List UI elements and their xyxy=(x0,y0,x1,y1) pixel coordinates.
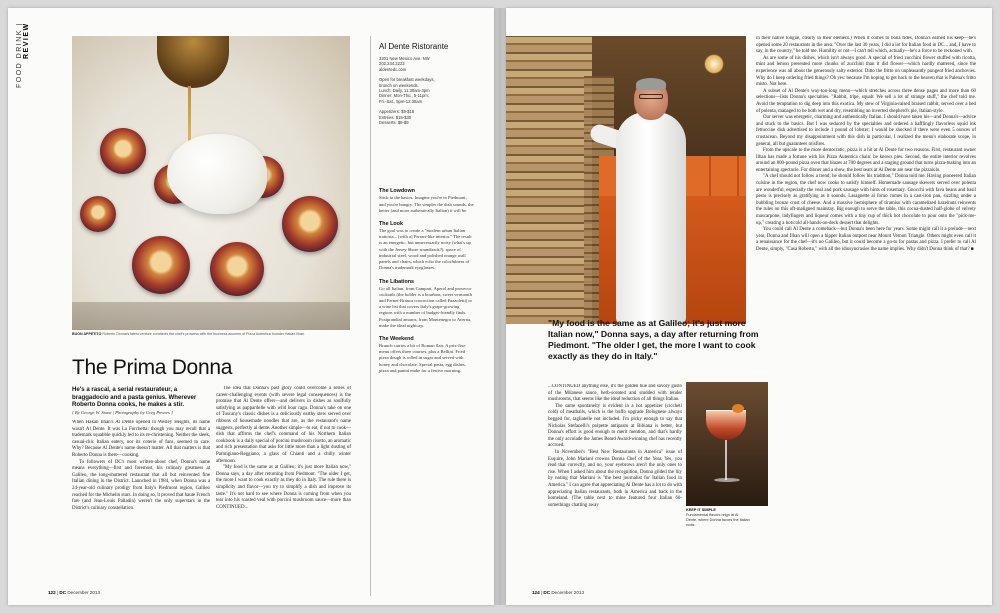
body-paragraph: As are some of his dishes, which isn't always good. A special of fried zucchini flower stuffed with ricotta, mint and lemon presented more chunks of zucchini than it did flower—which hardly mattered, since the experience was all about the generously salty exterior. Ditto the fritto on unpleasantly pungent fried anchovies. Why do I keep ordering fried things? Oh yes: because I'm hoping to get back to the heaven that is Palena's fritto misto. Not here. xyxy=(756,55,976,88)
section-tab xyxy=(16,22,30,122)
photo-caption xyxy=(72,332,350,336)
section-tab-label: REVIEW xyxy=(23,22,30,59)
hours-line: Open for breakfast weekdays, xyxy=(379,77,435,83)
hours-line: Fri.-Sat., 5pm-12:30am xyxy=(379,98,423,104)
body-paragraph: Our server was energetic, charming and authentically Italian. I should have taken his—and Donna's—advice and stuck to the basics. But I was seduced by the specialties and ordered a bafflingly flavorless squid ink fettuccine dish advertised to include 1 pound of lobster; I would be shocked if there were even 5 ounces of crustacean. Beyond my disappointment with this dish in particular, I realized the menu's elaborate scope, in general, all but guarantees misfires. xyxy=(756,115,976,147)
honey-drip xyxy=(188,86,191,144)
spine-gutter xyxy=(494,8,506,605)
body-paragraph: When Hakan Ilhan's Al Dente opened in Wesley Heights, its name wasn't Al Dente. It was La Forchetta: though you may recall that a trademark squabble quickly led to its re-christening. Neither the sleek, casual-chic Italian eatery, nor its coterie of fans, seemed to care. Why? Because Al Dente's name doesn't matter. All that matters is that Roberto Donna is there—cooking. xyxy=(72,420,210,458)
burrata-cheese xyxy=(167,134,267,214)
pendant-lamp xyxy=(704,54,724,74)
glass-foot xyxy=(714,478,740,482)
chef-portrait-photo xyxy=(506,36,746,324)
honey-jug xyxy=(157,36,229,88)
hours-line: Lunch: Daily, 11:30am-3pm xyxy=(379,88,430,94)
cocktail-glass xyxy=(706,410,746,440)
section-tab-prefix: FOOD DRINK | xyxy=(16,22,23,88)
body-column-b xyxy=(216,386,351,596)
body-paragraph: From the upscale to the more democratic, pizza is a hit at Al Dente for two reasons. First, restaurant owner Ilhan has made a fortune with his Pizza Autentica chain: he knows pies. Second, the entire interior revolves around an 800-pound pizza oven that blazes at 700 degrees and a staging ground that turns pizza-making into an entertaining spectacle. For dinner and a show, the best seats at Al Dente are near the pizzaiolo. xyxy=(756,148,976,173)
body-paragraph: The same spontaneity is evident in a hot appetizer (ciccheti cold) of meatballs, which is the boffo upgrade Bolognese always begged for, tagliatelle not included. I'm picky enough to say that Nicholas Stefanelli's polpette antipasto at Bibiana is better, but Donna's effort is good enough to merit mention, and that's hardly the only accolade the James Beard Award-winning chef has recently accrued. xyxy=(548,403,682,449)
chef-whites xyxy=(616,112,686,324)
glass-stem xyxy=(725,440,727,480)
magazine-name: DC xyxy=(59,590,67,595)
magazine-name: DC xyxy=(543,590,551,595)
website-line: aldentedc.com xyxy=(379,66,407,72)
body-paragraph: "My food is the same as at Galileo; it's just more Italian now," Donna says, a day after returning from Piedmont. "The older I get, the more I want to cook exactly as they do in Italy. The rule there is simplicity and flavor—you try to simplify a dish and improve its taste." It's not hard to see where Donna is coming from when you tear into his roasted veal with porcini mushroom sauce—more than CONTINUED... xyxy=(216,465,351,510)
table-surface xyxy=(72,302,350,330)
page-folio: 124 | DC December 2013 xyxy=(532,590,585,595)
sidebar-heading: The Look xyxy=(379,221,403,228)
caption-lead: BUON APPETITO xyxy=(72,332,102,336)
sidebar-heading: The Lowdown xyxy=(379,188,415,195)
byline: [ By George W. Stone | Photography by Greg Powers ] xyxy=(72,410,173,415)
price-line: Entrées: $15-$30 xyxy=(379,114,412,120)
phone-line: 202.244.2223 xyxy=(379,61,405,67)
right-page xyxy=(506,8,992,605)
fig xyxy=(132,236,190,294)
article-deck: He's a rascal, a serial restaurateur, a braggadocio and a pasta genius. Wherever Roberto Donna cooks, he makes a stir. xyxy=(72,386,197,409)
price-line: Appetizers: $9-$18 xyxy=(379,109,415,115)
sidebar-text: Stick to the basics. Imagine you're in Piedmont, and you're hungry. The simpler the dish sounds, the better (and more authentically Italian) it will be. xyxy=(379,195,474,213)
page-folio: 122 | DC December 2013 xyxy=(48,590,101,595)
hours-line: Dinner: Mon-Thu., 5-11pm; xyxy=(379,93,429,99)
chef-hair xyxy=(636,78,666,90)
price-line: Desserts: $8-$9 xyxy=(379,120,409,126)
address-line: 3201 New Mexico Ave. NW xyxy=(379,56,430,61)
hours-line: brunch on weekends. xyxy=(379,82,419,88)
body-paragraph: The idea that Donna's past glory could overcome a series of career-challenging events (with severe legal consequences) is the promise that Al Dente offers—and delivers in dishes as soulfully satisfying as pappardelle with wild boar ragu. Donna's take on one of Tuscany's classic dishes is a deliciously earthy stew served over ribbons of housemade noodles that are, as the restaurant's name suggests, perfectly al dente. Another simple—to eat, if not to cook—dish that affirms the chef's command of his Northern Italian cookbook is a daily special of porcini mushroom risotto, an aromatic and rich presentation that asks for little more than a light dusting of Parmigiano-Reggiano, a glass of Chianti and a chilly winter afternoon. xyxy=(216,386,351,464)
issue-date: December 2013 xyxy=(67,590,101,595)
body-paragraph: in their native tongue, clearly in their element.) When it comes to bona fides, Donna's earned his keep—he's opened some 20 restaurants in the area. "Over the last 30 years, I did a lot for Italian food in DC... and, I have to say, in the country," he told me. Humility or not—I can't tell which, actually—he's a force to be reckoned with. xyxy=(756,36,976,55)
body-column-d xyxy=(756,36,976,596)
page-number: 124 xyxy=(532,590,540,595)
body-paragraph: You could call Al Dente a comeback—but Donna's been here for years. Some might call it a prelude—next year, Donna and Ilhan will open a hipper Italian outpost near Mount Vernon Triangle. Others might even call it a renaissance for the chef—it's no Galileo, but it could become a go-to for pastas and pizza. I prefer to call Al Dente, simply, "Casa Roberto," with all the idiosyncrasies the name implies. Why didn't Donna think of that? ■ xyxy=(756,227,976,252)
restaurant-name: Al Dente Ristorante xyxy=(379,42,449,51)
cocktail-caption-lead: KEEP IT SIMPLE xyxy=(686,508,716,512)
issue-date: December 2013 xyxy=(551,590,585,595)
hero-photo-burrata-figs xyxy=(72,36,350,330)
left-page xyxy=(8,8,494,605)
firewood-stack xyxy=(506,36,592,324)
body-paragraph: "A chef should not follow a trend; he should follow his tradition," Donna told me. Having pioneered Italian cuisine in the region, the chef now cooks to satisfy himself. Homemade sausage skewers served over polenta are wonderful, especially the veal and pork sausage with hints of rosemary. Gnocchi with fava beans and basil pesto is precisely as gratifying as it sounds. Lasagnette al forno comes in a cast-iron pan, sizzling under a bubbling bronze crust of cheese. And a massive hemisphere of tiramisu with caramelized hazelnuts reinvents the rules on this oft-maligned mainstay. Big enough to serve the table, this cocoa-dusted half-globe of velvety mascarpone, ladyfingers and liqueur comes with a tiny cup of thick hot chocolate to pour onto the "pick-me-up," creating a hot/cold all-hands-on-deck dessert that delights. xyxy=(756,174,976,226)
body-column-a xyxy=(72,420,210,596)
body-column-c xyxy=(548,384,682,596)
pull-quote: "My food is the same as at Galileo; it's just more Italian now," Donna says, a day after returning from Piedmont. "The older I get, the more I want to cook exactly as they do in Italy." xyxy=(548,318,759,361)
fig xyxy=(100,128,146,174)
cocktail-caption-text: Fundamental flavors reign at Al Dente, where Donna favors the Italian roots. xyxy=(686,513,750,527)
sidebar-text: The goal was to create a "modern urban Italian trattoria... [with a] Ferrari-like interior." The result is an energetic, but unnecessarily noisy (what's up with the Jersey Shore soundtrack?), space of industrial steel, wood and polished orange wall panels and chairs, which echo the colorfulness of Donna's trademark eyeglasses. xyxy=(379,228,472,271)
sidebar-text: Brunch carries a bit of Roman flair. A prix-fixe menu offers three courses, plus a Bellini. Fried pizza dough is rolled in sugar and served with honey and chocolate. Special pasta, egg dishes, pizza and panini make for a festive morning. xyxy=(379,342,466,373)
article-headline: The Prima Donna xyxy=(72,356,233,379)
page-number: 122 xyxy=(48,590,56,595)
eyeglasses xyxy=(639,94,663,99)
orange-garnish xyxy=(732,404,744,413)
body-paragraph: To followers of DC's most written-about chef, Donna's name means everything—first and foremost, his culinary greatness at Galileo, the long-shuttered restaurant that all but reinvented fine Italian dining in the District. Launched in 1984, when Donna was a 24-year-old culinary prodigy from Italy's Piedmont region, Galileo reached for the Michelin stars. In doing so, it proved that haute French fare (and Jean-Louis Palladin) weren't the only superstars in the District's culinary constellation. xyxy=(72,459,210,511)
fig xyxy=(210,242,264,296)
body-paragraph: ...CONTINUED anything else, it's the golden hue and savory gusto of the Milanese sauce, herb-scented and studded with tender mushrooms, that seems like the ideal reduction of all things Italian. xyxy=(548,384,682,403)
sidebar-heading: The Libations xyxy=(379,278,415,285)
sidebar-text: Go all Italian, from Campari, Aperol and prosecco cocktails (the bolder is a bourbon, sweet vermouth and Fernet-Branca concoction called Fazzoletti) to a wine list that covers Italy's grape-growing regions with a number of budget-friendly finds. Postprandial amaros, from Montenegro to Averna, make the ideal nightcap. xyxy=(379,285,472,328)
body-paragraph: A subset of Al Dente's way-too-long menu—which stretches across three dense pages and more than 60 selections—lists Donna's specialties. "Rabbit, tripe, squab: We sell a lot of strange stuff," the chef told me. Avoid the temptation to dig deep into this exotica. My stew of Virginia-raised braised rabbit, served over a bed of polenta, managed to be both wet and dry, resembling an inverted shepherd's pie, Italian-style. xyxy=(756,88,976,114)
sidebar-heading: The Weekend xyxy=(379,335,414,342)
fig xyxy=(80,196,116,232)
restaurant-info-sidebar xyxy=(370,36,474,596)
fig xyxy=(282,196,338,252)
cocktail-caption xyxy=(686,508,750,528)
caption-text: Roberto Donna's latest venture combines the chef's prowess with the business acumen of Pizza Autentica founder Hakan Ilhan. xyxy=(102,332,306,336)
body-paragraph: In November's "Best New Restaurants in America" issue of Esquire, John Mariani crowns Donna Chef of the Year. Yes, you read that correctly, and no, your eyebrows aren't the only ones to rise. When I asked him about the recognition, Donna gilded the lily by noting that Mariani is "the best journalist for Italian food in America." I can agree that appreciating Al Dente has a lot to do with appreciating Italian restaurants, both in America and back in the homeland. (The table next to mine featured four Italian 60-somethings chatting away xyxy=(548,449,682,508)
